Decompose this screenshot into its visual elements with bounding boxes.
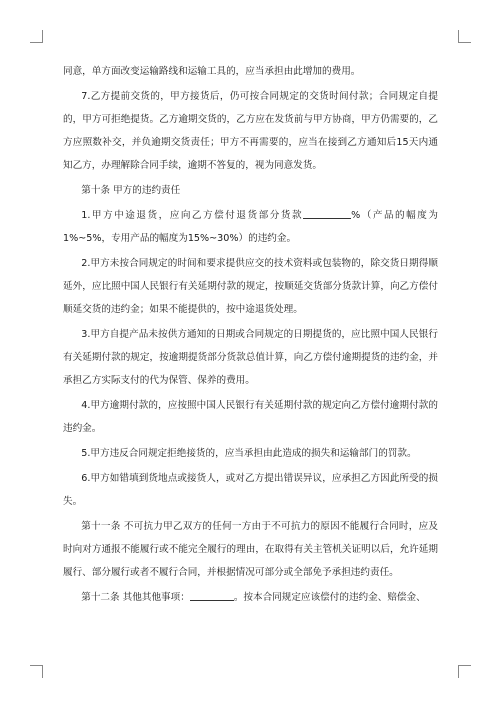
paragraph: 5.甲方违反合同规定拒绝接货的，应当承担由此造成的损失和运输部门的罚款。 <box>81 448 417 459</box>
paragraph: 3.甲方自提产品未按供方通知的日期或合同规定的日期提货的，应比照中国人民银行有关延期付款的规定，按逾期提货部分货款总值计算，向乙方偿付逾期提货的违约金，并承担乙方实际支付的代为保管、保养的费用。 <box>63 329 438 386</box>
paragraph: 第十一条 不可抗力甲乙双方的任何一方由于不可抗力的原因不能履行合同时，应及时向对方通报不能履行或不能完全履行的理由，在取得有关主管机关证明以后，允许延期履行、部分履行或者不履行合同，并根据情况可部分或全部免予承担违约责任。 <box>63 521 438 578</box>
section-heading: 第十条 甲方的违约责任 <box>81 185 181 196</box>
crop-mark-top-left <box>30 30 43 43</box>
document-body <box>63 60 438 611</box>
paragraph <box>63 204 438 250</box>
crop-mark-top-right <box>458 30 471 43</box>
fill-in-blank[interactable] <box>190 590 234 601</box>
paragraph: 7.乙方提前交货的，甲方接货后，仍可按合同规定的交货时间付款；合同规定自提的，甲方可拒绝提货。乙方逾期交货的，乙方应在发货前与甲方协商，甲方仍需要的，乙方应照数补交，并负逾期交货责任；甲方不再需要的，应当在接到乙方通知后15天内通知乙方，办理解除合同手续，逾期不答复的，视为同意发货。 <box>63 91 438 171</box>
crop-mark-bottom-right <box>458 665 471 678</box>
crop-mark-bottom-left <box>30 665 43 678</box>
paragraph-text: 1.甲方中途退货，应向乙方偿付退货部分货款 <box>81 210 304 221</box>
paragraph: 2.甲方未按合同规定的时间和要求提供应交的技术资料或包装物的，除交货日期得顺延外，应比照中国人民银行有关延期付款的规定，按顺延交货部分货款计算，向乙方偿付顺延交货的违约金；如果不能提供的，按中途退货处理。 <box>63 258 438 315</box>
paragraph: 6.甲方如错填到货地点或接货人，或对乙方提出错误异议，应承担乙方因此所受的损失。 <box>63 473 438 507</box>
paragraph-text: %（产品的幅度为1%~5%，专用产品的幅度为15%~30%）的违约金。 <box>63 210 438 244</box>
paragraph: 同意，单方面改变运输路线和运输工具的，应当承担由此增加的费用。 <box>63 66 361 77</box>
paragraph: 4.甲方逾期付款的，应按照中国人民银行有关延期付款的规定向乙方偿付逾期付款的违约金。 <box>63 400 438 434</box>
paragraph-text: 第十二条 其他其他事项： <box>81 592 190 603</box>
paragraph-text: 。按本合同规定应该偿付的违约金、赔偿金、 <box>233 592 426 603</box>
paragraph <box>63 586 438 609</box>
fill-in-blank[interactable] <box>303 208 351 219</box>
